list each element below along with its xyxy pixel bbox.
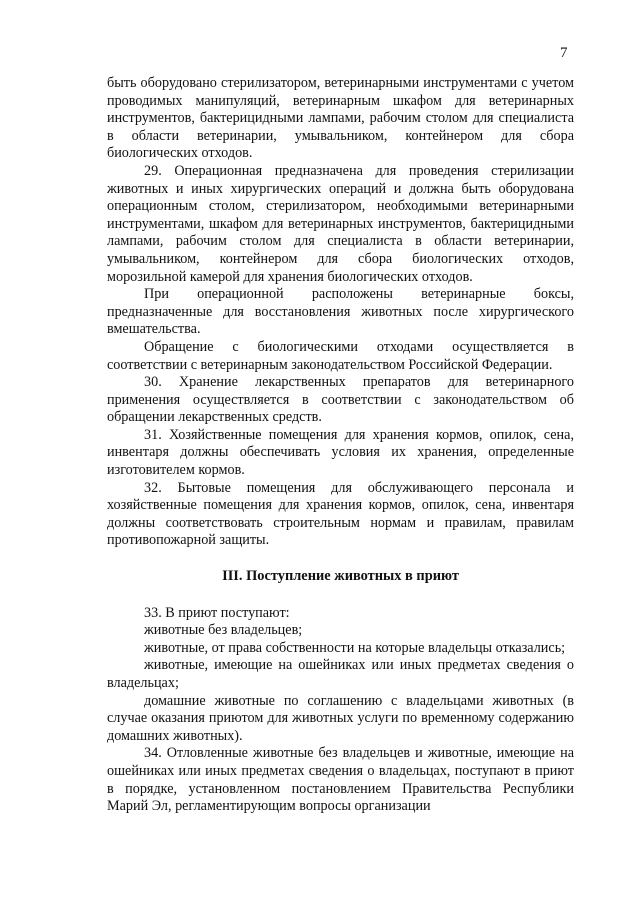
paragraph-31: 31. Хозяйственные помещения для хранения кормов, опилок, сена, инвентаря должны обеспечивать условия их хранения, определенные изготовителем кормов. bbox=[107, 426, 574, 479]
paragraph-veterinary-boxes: При операционной расположены ветеринарные боксы, предназначенные для восстановления животных после хирургического вмешательства. bbox=[107, 286, 574, 338]
document-body bbox=[107, 75, 574, 816]
paragraph-biological-waste: Обращение с биологическими отходами осуществляется в соответствии с ветеринарным законодательством Российской Федерации. bbox=[107, 338, 574, 373]
list-item-collar-info: животные, имеющие на ошейниках или иных предметах сведения о владельцах; bbox=[107, 657, 574, 691]
list-item-no-owner: животные без владельцев; bbox=[144, 622, 303, 639]
paragraph-30: 30. Хранение лекарственных препаратов для ветеринарного применения осуществляется в соответствии с законодательством об обращении лекарственных средств. bbox=[107, 374, 574, 426]
list-item-domestic-agreement: домашние животные по соглашению с владельцами животных (в случае оказания приютом для животных услуги по временному содержанию домашних животных). bbox=[107, 692, 574, 744]
page-number: 7 bbox=[560, 45, 568, 61]
paragraph-33: 33. В приют поступают: bbox=[144, 604, 290, 621]
paragraph-32: 32. Бытовые помещения для обслуживающего персонала и хозяйственные помещения для хранения кормов, опилок, сена, инвентаря должны соответствовать строительным нормам и правилам, правилам противопожарной защиты. bbox=[107, 479, 574, 549]
paragraph-continuation: быть оборудовано стерилизатором, ветеринарными инструментами с учетом проводимых манипуляций, ветеринарным шкафом для ветеринарных инструментов, бактерицидными лампами, рабочим столом для специалиста в области ветеринарии, умывальником, контейнером для сбора биологических отходов. bbox=[107, 75, 574, 162]
paragraph-34: 34. Отловленные животные без владельцев и животные, имеющие на ошейниках или иных предметах сведения о владельцах, поступают в приют в порядке, установленном постановлением Правительства Республики Марий Эл, регламентирующим вопросы организации bbox=[107, 745, 574, 815]
section-heading: III. Поступление животных в приют bbox=[222, 568, 459, 585]
paragraph-29: 29. Операционная предназначена для проведения стерилизации животных и иных хирургических операций и должна быть оборудована операционным столом, стерилизатором, необходимыми ветеринарными инструментами, шкафом для ветеринарных инструментов, бактерицидными лампами, рабочим столом для специалиста в области ветеринарии, умывальником, контейнером для сбора биологических отходов, морозильной камерой для хранения биологических отходов. bbox=[107, 162, 574, 285]
list-item-owners-refused: животные, от права собственности на которые владельцы отказались; bbox=[144, 639, 566, 656]
